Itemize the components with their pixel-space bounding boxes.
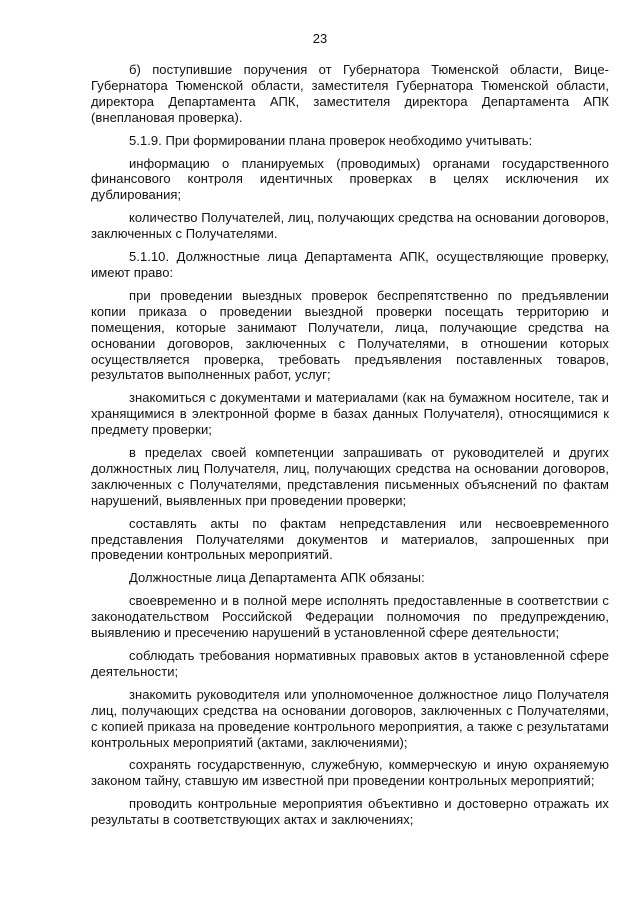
- document-body: [91, 62, 609, 835]
- paragraph-right-visit: при проведении выездных проверок беспрепятственно по предъявлении копии приказа о проведении выездной проверки посещать территорию и помещения, которые занимают Получатели, лица, получающие средства на основании договоров, заключенных с Получателями, в отношении которых осуществляется проверка, требовать предъявления поставленных товаров, результатов выполненных работ, услуг;: [91, 287, 609, 383]
- paragraph-5-1-10: 5.1.10. Должностные лица Департамента АПК, осуществляющие проверку, имеют право:: [91, 249, 609, 280]
- paragraph-duty-objectivity: проводить контрольные мероприятия объективно и достоверно отражать их результаты в соответствующих актах и заключениях;: [91, 796, 609, 828]
- paragraph-duty-familiarize: знакомить руководителя или уполномоченное должностное лицо Получателя лиц, получающих средства на основании договоров, заключенных с Получателями, с копией приказа на проведение контрольного мероприятия, а также с результатами контрольных мероприятий (актами, заключениями);: [91, 686, 609, 750]
- paragraph-item-b: б) поступившие поручения от Губернатора Тюменской области, Вице-Губернатора Тюменской области, заместителя Губернатора Тюменской области, директора Департамента АПК, заместителя директора Департамента АПК (внеплановая проверка).: [91, 62, 609, 125]
- paragraph-duty-execute: своевременно и в полной мере исполнять предоставленные в соответствии с законодательством Российской Федерации полномочия по предупреждению, выявлению и пресечению нарушений в установленной сфере деятельности;: [91, 593, 609, 641]
- paragraph-right-acts: составлять акты по фактам непредставления или несвоевременного представления Получателями документов и материалов, запрошенных при проведении контрольных мероприятий.: [91, 515, 609, 563]
- paragraph-duty-comply: соблюдать требования нормативных правовых актов в установленной сфере деятельности;: [91, 648, 609, 679]
- paragraph-5-1-9: 5.1.9. При формировании плана проверок необходимо учитывать:: [129, 132, 533, 148]
- paragraph-duty-secrecy: сохранять государственную, служебную, коммерческую и иную охраняемую законом тайну, ставшую им известной при проведении контрольных мероприятий;: [91, 757, 609, 789]
- paragraph-right-request: в пределах своей компетенции запрашивать от руководителей и других должностных лиц Получателя, лиц, получающих средства на основании договоров, заключенных с Получателями, представления письменных объяснений по фактам нарушений, выявленных при проведении проверки;: [91, 445, 609, 508]
- paragraph-planned-audits-info: информацию о планируемых (проводимых) органами государственного финансового контроля идентичных проверках в целях исключения их дублирования;: [91, 155, 609, 203]
- paragraph-obligations-heading: Должностные лица Департамента АПК обязаны:: [129, 570, 425, 586]
- paragraph-recipients-count: количество Получателей, лиц, получающих средства на основании договоров, заключенных с Получателями.: [91, 210, 609, 242]
- paragraph-right-documents: знакомиться с документами и материалами (как на бумажном носителе, так и хранящимися в электронной форме в базах данных Получателя), относящимися к предмету проверки;: [91, 390, 609, 438]
- page-number: 23: [312, 31, 328, 46]
